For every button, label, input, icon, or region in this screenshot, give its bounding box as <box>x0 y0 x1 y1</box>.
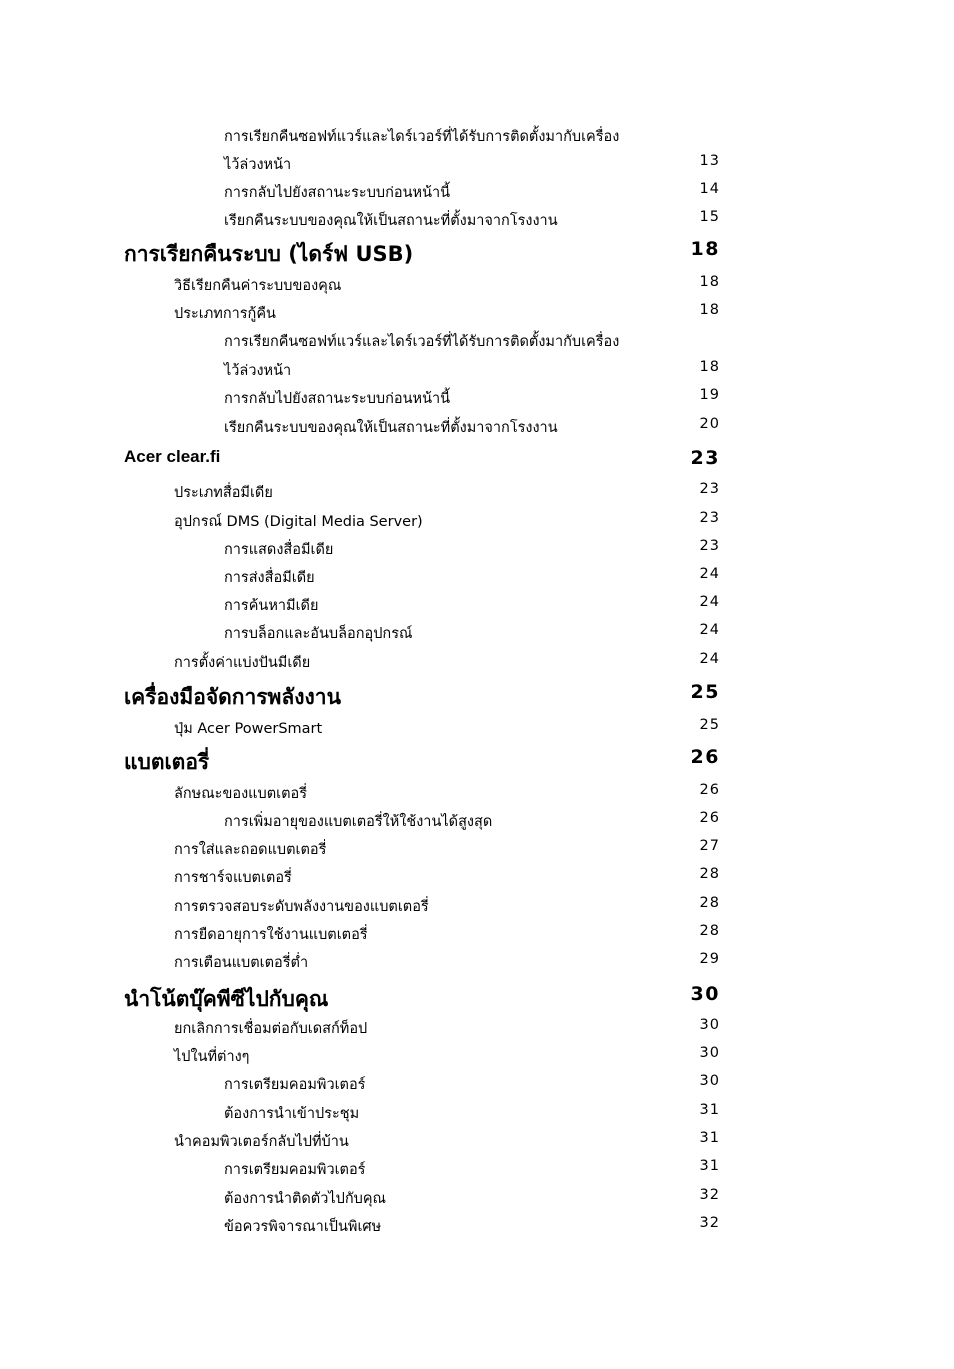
toc-entry-page-number: 32 <box>699 1187 720 1203</box>
toc-entry-page-number: 27 <box>699 838 720 854</box>
toc-entry-title: การกลับไปยังสถานะระบบก่อนหน้านี้ <box>224 391 451 407</box>
toc-entry-page-number: 28 <box>699 895 720 911</box>
toc-entry-title: การส่งสื่อมีเดีย <box>224 570 315 586</box>
toc-entry-title: ประเภทสื่อมีเดีย <box>174 485 273 501</box>
toc-entry-title: การเรียกคืนซอฟท์แวร์และไดร์เวอร์ที่ได้รับการติดตั้งมากับเครื่อง <box>224 129 620 145</box>
toc-entry-title: ปุ่ม Acer PowerSmart <box>174 721 323 737</box>
toc-entry-title: การตรวจสอบระดับพลังงานของแบตเตอรี่ <box>174 899 429 915</box>
toc-entry-title: การเตรียมคอมพิวเตอร์ <box>224 1162 366 1178</box>
toc-entry-page-number: 18 <box>690 238 720 260</box>
toc-entry-page-number: 26 <box>699 782 720 798</box>
toc-entry-page-number: 24 <box>699 566 720 582</box>
toc-entry-title: ข้อควรพิจารณาเป็นพิเศษ <box>224 1219 382 1235</box>
toc-entry-page-number: 26 <box>690 746 720 768</box>
toc-entry-title: เรียกคืนระบบของคุณให้เป็นสถานะที่ตั้งมาจากโรงงาน <box>224 420 558 436</box>
toc-entry-page-number: 23 <box>699 538 720 554</box>
toc-entry-title: อุปกรณ์ DMS (Digital Media Server) <box>174 514 423 530</box>
toc-entry-page-number: 14 <box>699 181 720 197</box>
toc-entry-title: การใส่และถอดแบตเตอรี่ <box>174 842 327 858</box>
toc-entry-page-number: 30 <box>699 1073 720 1089</box>
toc-entry-page-number: 31 <box>699 1130 720 1146</box>
toc-entry-page-number: 26 <box>699 810 720 826</box>
toc-entry-page-number: 31 <box>699 1158 720 1174</box>
toc-entry-title: ลักษณะของแบตเตอรี่ <box>174 786 307 802</box>
toc-entry-title: การตั้งค่าแบ่งปันมีเดีย <box>174 655 311 671</box>
toc-entry-title: เรียกคืนระบบของคุณให้เป็นสถานะที่ตั้งมาจากโรงงาน <box>224 213 558 229</box>
toc-entry-page-number: 31 <box>699 1102 720 1118</box>
toc-entry-title: การยืดอายุการใช้งานแบตเตอรี่ <box>174 927 368 943</box>
toc-entry-page-number: 19 <box>699 387 720 403</box>
toc-entry-page-number: 24 <box>699 651 720 667</box>
toc-entry-page-number: 29 <box>699 951 720 967</box>
toc-entry-page-number: 30 <box>699 1045 720 1061</box>
toc-entry-title: นำโน้ตบุ๊คพีซีไปกับคุณ <box>124 987 329 1011</box>
toc-entry-page-number: 30 <box>690 983 720 1005</box>
toc-entry-title: ประเภทการกู้คืน <box>174 306 276 322</box>
toc-entry-title: การกลับไปยังสถานะระบบก่อนหน้านี้ <box>224 185 451 201</box>
toc-entry-page-number: 28 <box>699 923 720 939</box>
toc-entry-page-number: 28 <box>699 866 720 882</box>
toc-entry-title: Acer clear.fi <box>124 447 221 466</box>
toc-entry-page-number: 20 <box>699 416 720 432</box>
toc-entry-title: ยกเลิกการเชื่อมต่อกับเดสก์ท็อป <box>174 1021 368 1037</box>
toc-entry-title: การชาร์จแบตเตอรี่ <box>174 870 292 886</box>
toc-entry-title: การค้นหามีเดีย <box>224 598 319 614</box>
toc-entry-title: การเตรียมคอมพิวเตอร์ <box>224 1077 366 1093</box>
toc-entry-title: ไว้ล่วงหน้า <box>224 363 292 379</box>
toc-entry-title: นำคอมพิวเตอร์กลับไปที่บ้าน <box>174 1134 349 1150</box>
toc-entry-title: ไว้ล่วงหน้า <box>224 157 292 173</box>
toc-entry-page-number: 23 <box>699 481 720 497</box>
toc-entry-page-number: 30 <box>699 1017 720 1033</box>
toc-entry-page-number: 15 <box>699 209 720 225</box>
toc-entry-page-number: 24 <box>699 622 720 638</box>
toc-entry-page-number: 24 <box>699 594 720 610</box>
toc-entry-title: ไปในที่ต่างๆ <box>174 1049 250 1065</box>
toc-entry-page-number: 18 <box>699 359 720 375</box>
toc-entry-title: การแสดงสื่อมีเดีย <box>224 542 334 558</box>
toc-entry-page-number: 23 <box>690 447 720 469</box>
toc-entry-title: ต้องการนำเข้าประชุม <box>224 1106 360 1122</box>
toc-entry-title: การเพิ่มอายุของแบตเตอรี่ให้ใช้งานได้สูงสุด <box>224 814 493 830</box>
toc-entry-title: เครื่องมือจัดการพลังงาน <box>124 685 341 709</box>
toc-entry-title: การเตือนแบตเตอรี่ต่ำ <box>174 955 309 971</box>
toc-entry-page-number: 13 <box>699 153 720 169</box>
toc-entry-page-number: 25 <box>690 681 720 703</box>
toc-entry-title: แบตเตอรี่ <box>124 750 210 774</box>
toc-entry-title: การบล็อกและอันบล็อกอุปกรณ์ <box>224 626 413 642</box>
toc-entry-page-number: 32 <box>699 1215 720 1231</box>
toc-entry-page-number: 18 <box>699 274 720 290</box>
toc-entry-title: การเรียกคืนระบบ (ไดร์ฟ USB) <box>124 242 414 266</box>
toc-entry-title: ต้องการนำติดตัวไปกับคุณ <box>224 1191 386 1207</box>
toc-entry-title: การเรียกคืนซอฟท์แวร์และไดร์เวอร์ที่ได้รับการติดตั้งมากับเครื่อง <box>224 334 620 350</box>
toc-entry-page-number: 18 <box>699 302 720 318</box>
toc-entry-title: วิธีเรียกคืนค่าระบบของคุณ <box>174 278 342 294</box>
toc-entry-page-number: 25 <box>699 717 720 733</box>
toc-entry-page-number: 23 <box>699 510 720 526</box>
